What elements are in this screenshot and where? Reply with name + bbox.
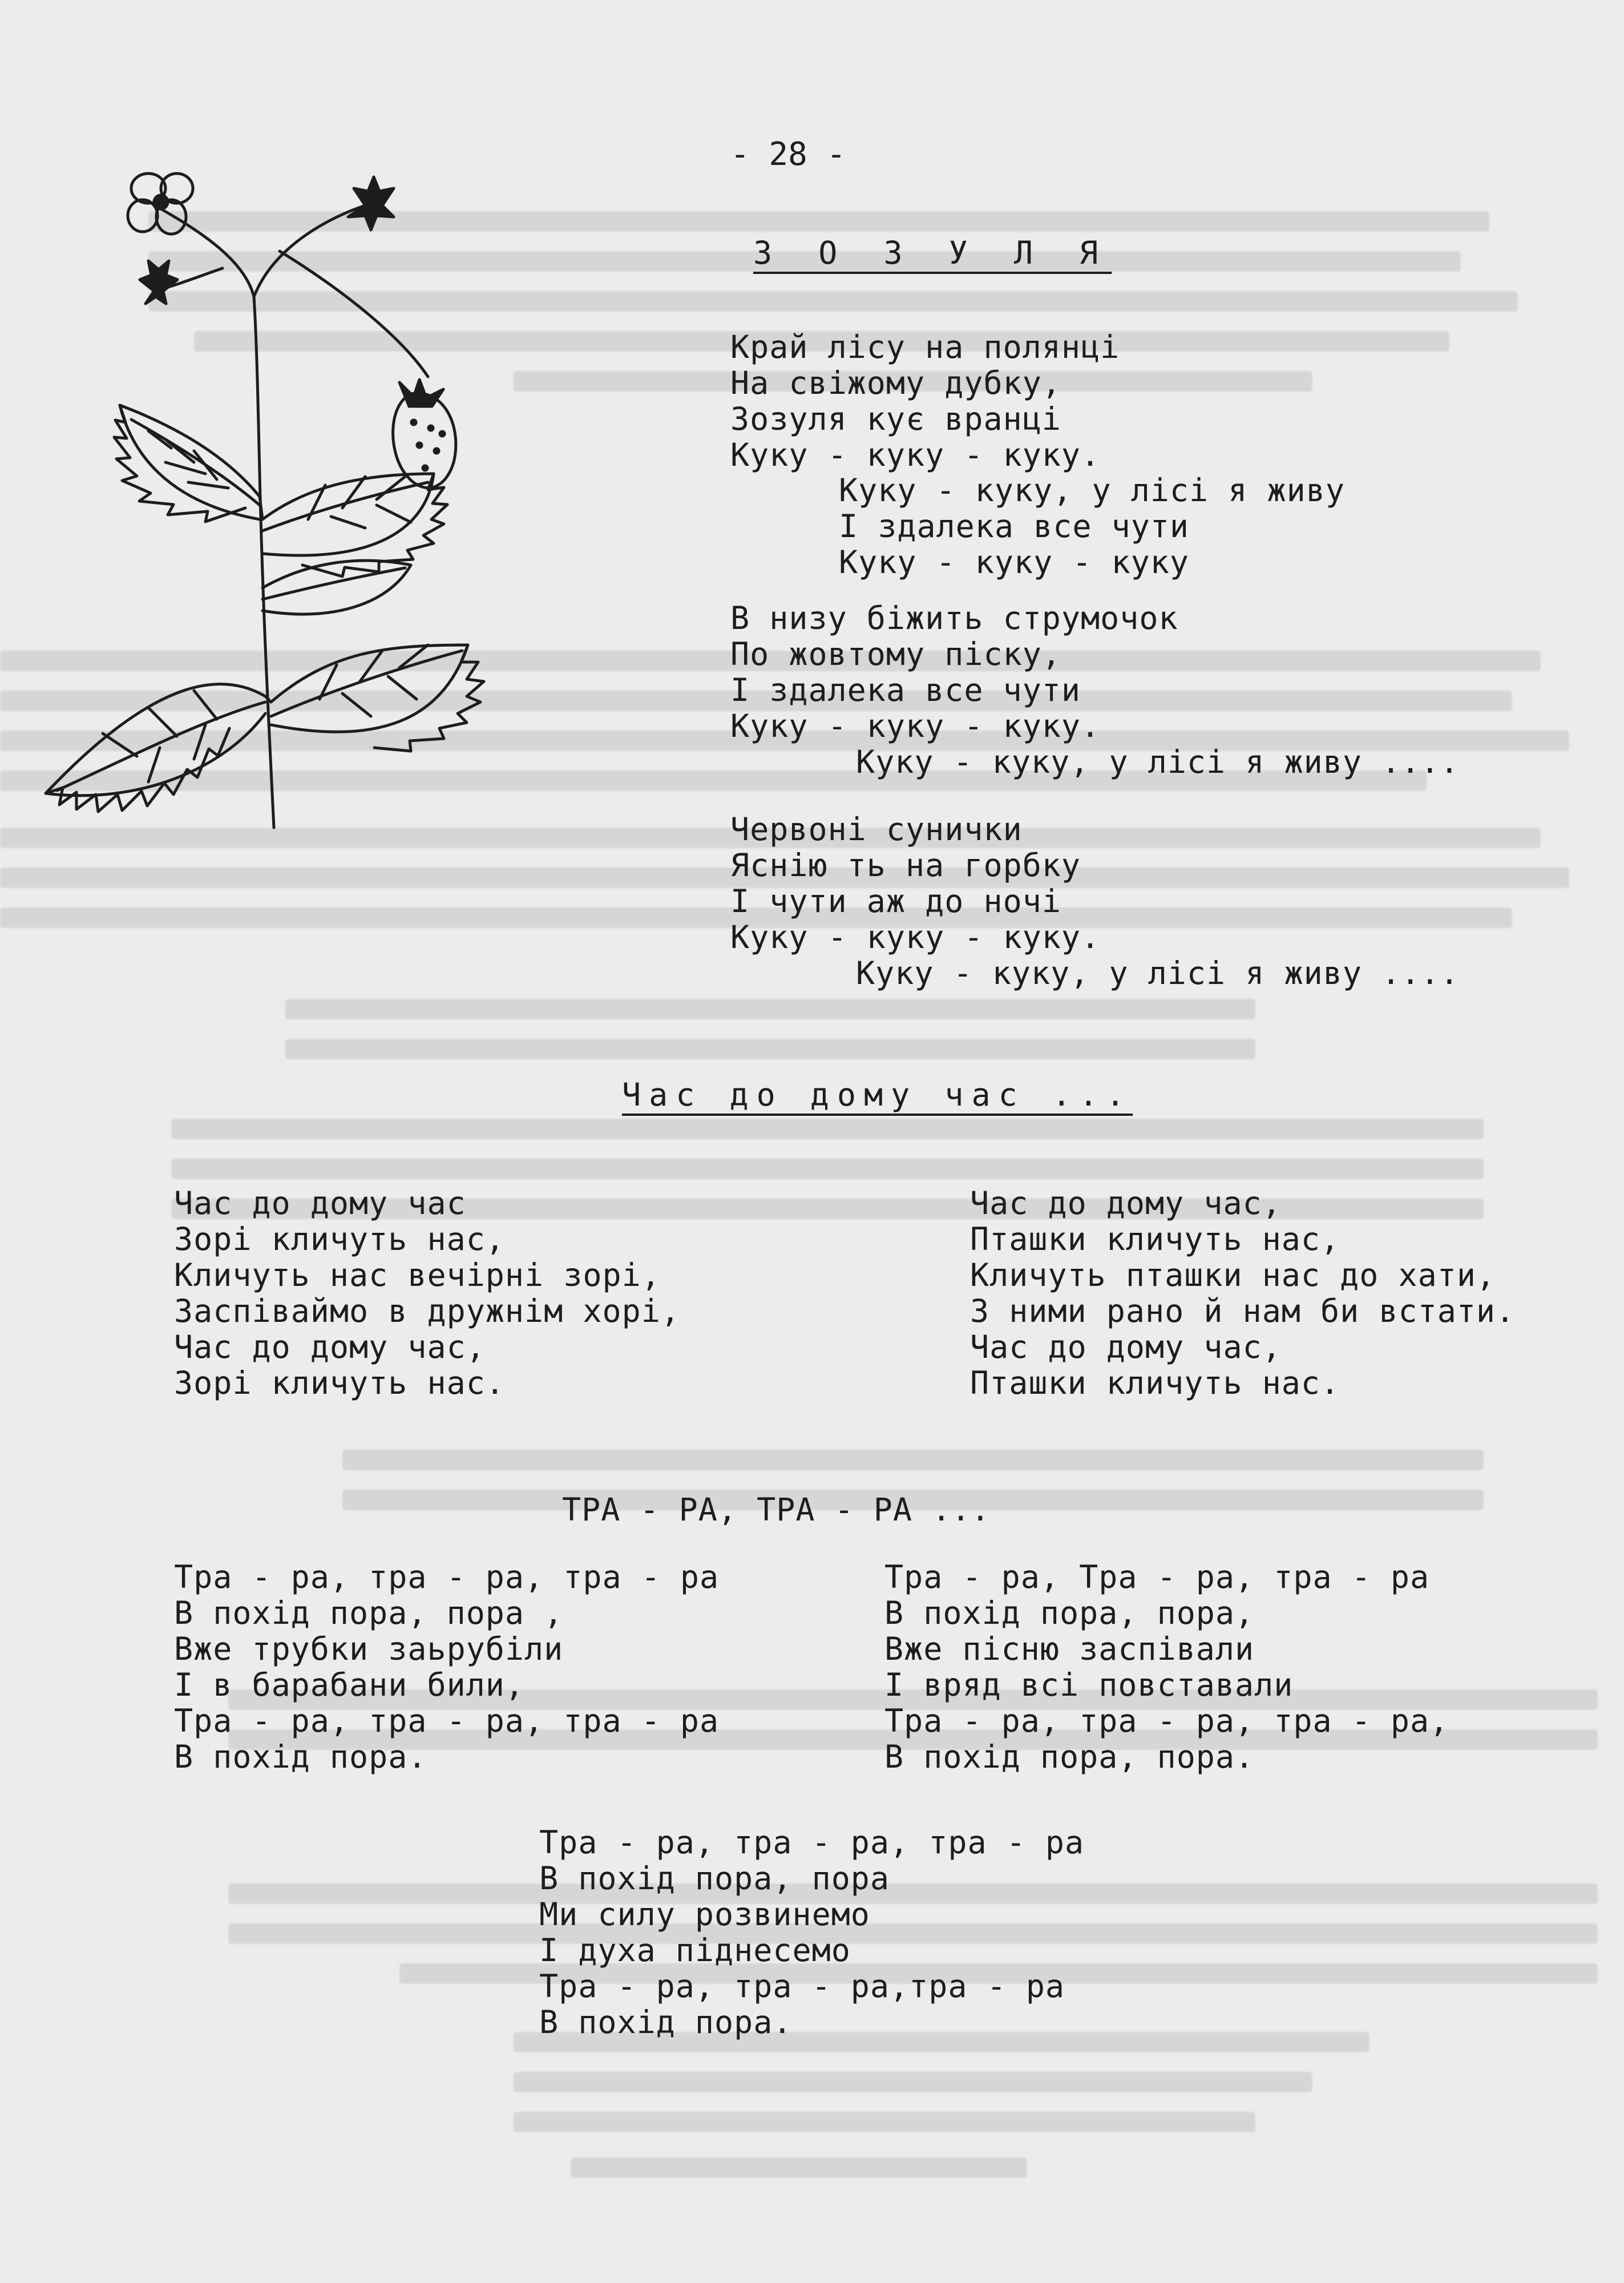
trara-right-line: В похід пора, пора. — [884, 1739, 1255, 1775]
chas-title: Час до дому час ... — [622, 1076, 1133, 1113]
zozulia-line: Куку - куку - куку. — [730, 919, 1101, 955]
zozulia-line: В низу біжить струмочок — [730, 600, 1178, 636]
zozulia-line: Куку - куку - куку — [839, 544, 1190, 580]
chas-right-line: Час до дому час, — [970, 1329, 1282, 1365]
zozulia-line: І здалека все чути — [730, 672, 1081, 708]
zozulia-line: І чути аж до ночі — [730, 883, 1061, 919]
trara-left-line: Вже трубки заьрубіли — [174, 1631, 564, 1667]
strawberry-icon — [393, 380, 456, 488]
strawberry-plant-illustration — [34, 154, 719, 856]
trara-left-line: І в барабани били, — [174, 1667, 525, 1703]
zozulia-line: На свіжому дубку, — [730, 365, 1061, 401]
trara-left-line: В похід пора, пора , — [174, 1595, 564, 1631]
zozulia-line: Куку - куку, у лісі я живу — [839, 472, 1345, 509]
trara-right-line: В похід пора, пора, — [884, 1595, 1255, 1631]
zozulia-title: З О З У Л Я — [753, 235, 1112, 271]
zozulia-line: По жовтому піску, — [730, 636, 1061, 672]
zozulia-line: Куку - куку - куку. — [730, 708, 1101, 744]
chas-left-line: Заспіваймо в дружнім хорі, — [174, 1293, 680, 1329]
chas-left-line: Зорі кличуть нас. — [174, 1365, 505, 1401]
zozulia-line: Червоні сунички — [730, 811, 1023, 848]
chas-right-line: Кличуть пташки нас до хати, — [970, 1257, 1496, 1293]
zozulia-line: І здалека все чути — [839, 508, 1190, 544]
page-number: - 28 - — [730, 136, 846, 173]
trara-right-line: Вже пісню заспівали — [884, 1631, 1255, 1667]
trara-final-line: І духа піднесемо — [539, 1932, 851, 1969]
chas-right-line: Час до дому час, — [970, 1185, 1282, 1221]
trara-final-line: Тра - ра, тра - ра,тра - ра — [539, 1968, 1065, 2004]
chas-right-line: З ними рано й нам би встати. — [970, 1293, 1516, 1329]
zozulia-line: Куку - куку, у лісі я живу .... — [856, 955, 1460, 991]
chas-right-line: Пташки кличуть нас, — [970, 1221, 1340, 1257]
chas-left-line: Час до дому час, — [174, 1329, 486, 1365]
trara-left-line: В похід пора. — [174, 1739, 427, 1775]
trara-final-line: Тра - ра, тра - ра, тра - ра — [539, 1824, 1085, 1861]
chas-left-line: Кличуть нас вечірні зорі, — [174, 1257, 661, 1293]
zozulia-line: Яснію ть на горбку — [730, 847, 1081, 884]
trara-right-line: Тра - ра, Тра - ра, тра - ра — [884, 1559, 1430, 1595]
trara-left-line: Тра - ра, тра - ра, тра - ра — [174, 1703, 720, 1739]
trara-title: ТРА - РА, ТРА - РА ... — [562, 1491, 991, 1528]
trara-right-line: Тра - ра, тра - ра, тра - ра, — [884, 1703, 1449, 1739]
chas-right-line: Пташки кличуть нас. — [970, 1365, 1340, 1401]
trara-final-line: В похід пора. — [539, 2004, 793, 2040]
trara-right-line: І вряд всі повставали — [884, 1667, 1294, 1703]
zozulia-line: Куку - куку, у лісі я живу .... — [856, 744, 1460, 780]
zozulia-line: Край лісу на полянці — [730, 329, 1120, 365]
trara-left-line: Тра - ра, тра - ра, тра - ра — [174, 1559, 720, 1595]
chas-left-line: Час до дому час — [174, 1185, 466, 1221]
flower-icon — [128, 174, 193, 234]
zozulia-line: Куку - куку - куку. — [730, 437, 1101, 473]
trara-final-line: В похід пора, пора — [539, 1860, 890, 1897]
trara-final-line: Ми силу розвинемо — [539, 1896, 870, 1933]
zozulia-line: Зозуля кує вранці — [730, 401, 1061, 437]
chas-left-line: Зорі кличуть нас, — [174, 1221, 505, 1257]
